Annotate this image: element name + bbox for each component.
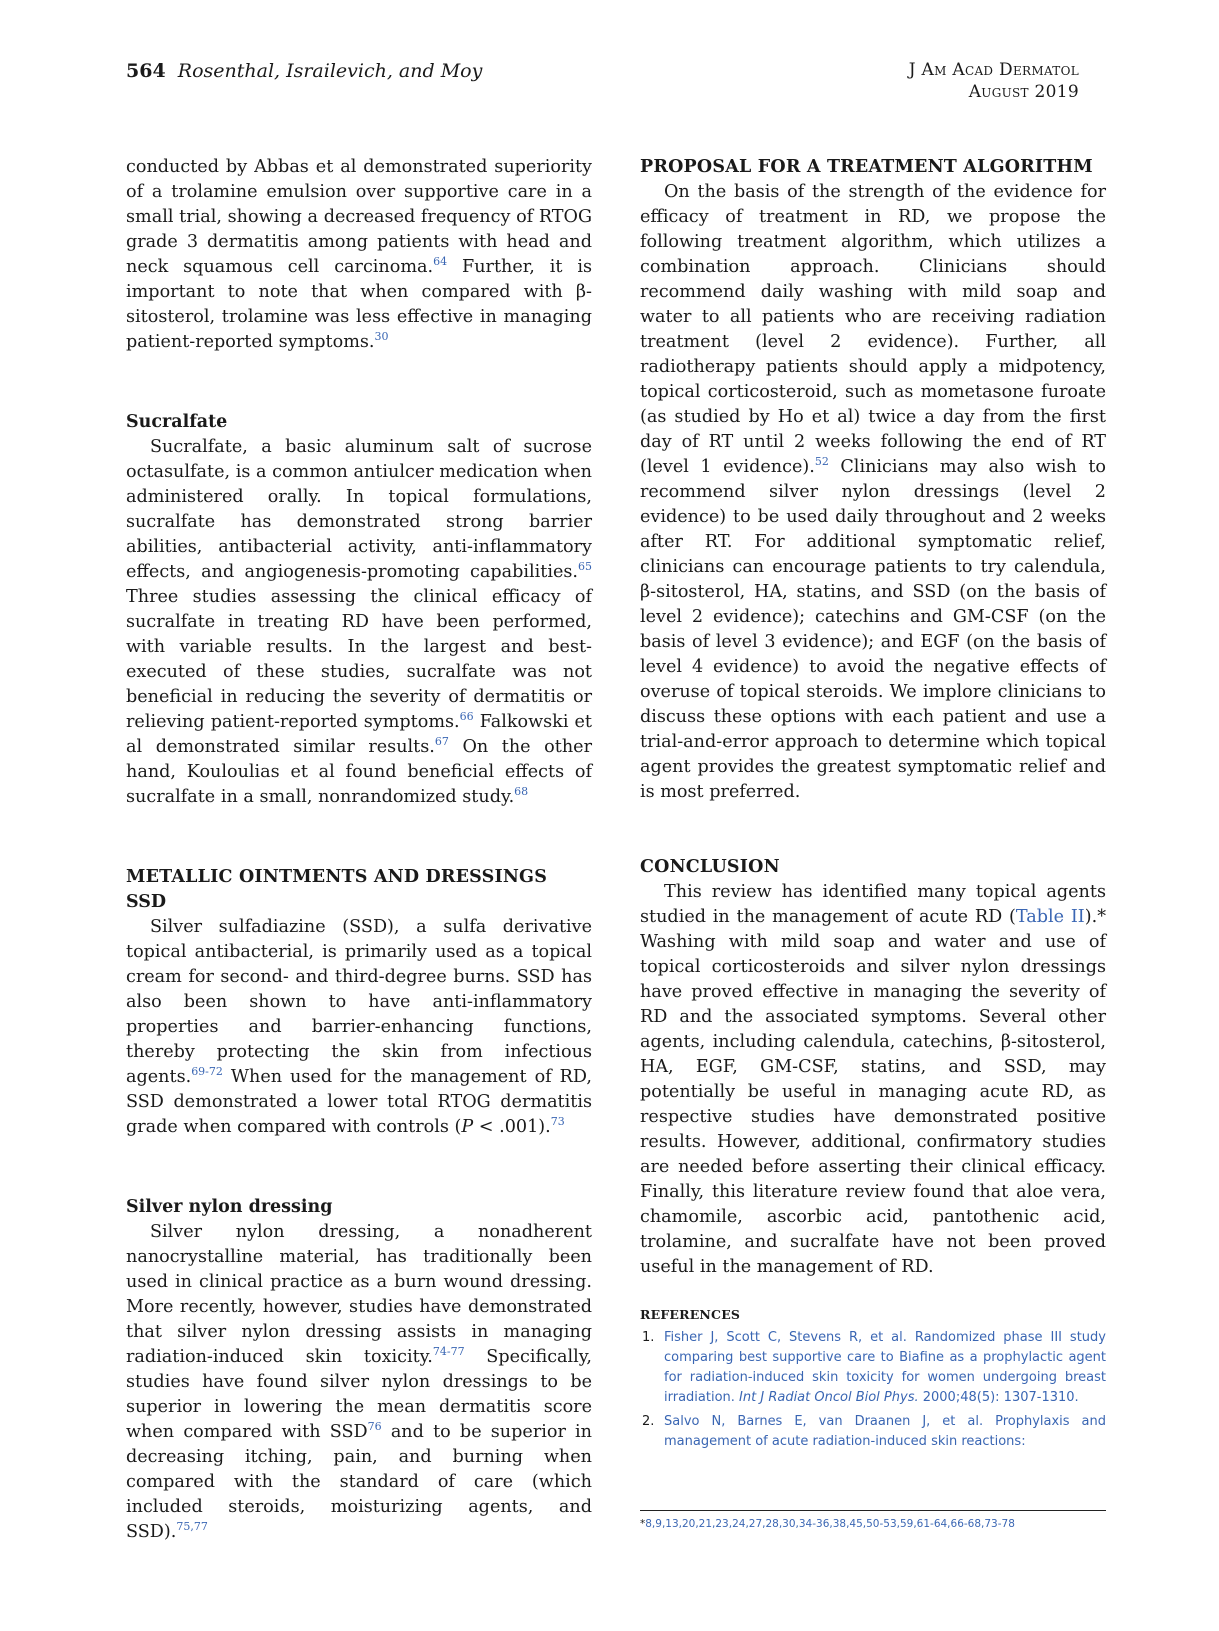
reference-item[interactable]: 1. Fisher J, Scott C, Stevens R, et al. Randomized phase III study comparing best supportive care to Biafine as a prophylactic agent for radiation-induced skin toxicity for women undergoing breast irradiation. Int J Radiat Oncol Biol Phys. 2000;48(5): 1307-1310.	[642, 1330, 1106, 1405]
paragraph-trolamine: conducted by Abbas et al demonstrated superiority of a trolamine emulsion over supportive care in a small trial, showing a decreased frequency of RTOG grade 3 dermatitis among patients with head and neck squamous cell carcinoma.$^{64}$ Further, it is important to note that when compared with β-sitosterol, trolamine was less effective in managing patient-reported symptoms.$^{30}$	[126, 157, 592, 352]
section-heading-sucralfate: Sucralfate	[126, 412, 228, 432]
page-number: 564	[126, 60, 166, 82]
paragraph-ssd: Silver sulfadiazine (SSD), a sulfa derivative topical antibacterial, is primarily used as a topical cream for second- and third-degree burns. SSD has also been shown to have anti-inflammatory properties and barrier-enhancing functions, thereby protecting the skin from infectious agents.$^{69-72}$ When used for the management of RD, SSD demonstrated a lower total RTOG dermatitis grade when compared with controls (P < .001).$^{73}$	[126, 917, 592, 1137]
journal-name: J Am Acad Dermatol	[908, 60, 1079, 80]
citation-link[interactable]: 64	[433, 255, 448, 269]
citation-link[interactable]: 30	[374, 330, 389, 344]
running-header-left	[126, 60, 482, 82]
right-column	[640, 155, 1106, 1456]
paragraph-conclusion: This review has identified many topical agents studied in the management of acute RD (Table II).* Washing with mild soap and water and use of topical corticosteroids and silver nylon dressings have proved effective in managing the severity of RD and the associated symptoms. Several other agents, including calendula, catechins, β-sitosterol, HA, EGF, GM-CSF, statins, and SSD, may potentially be useful in managing acute RD, as respective studies have demonstrated positive results. However, additional, confirmatory studies are needed before asserting their clinical efficacy. Finally, this literature review found that aloe vera, chamomile, ascorbic acid, pantothenic acid, trolamine, and sucralfate have not been proved useful in the management of RD.	[640, 882, 1106, 1277]
citation-link[interactable]: 67	[434, 735, 449, 749]
citation-link[interactable]: 65	[578, 560, 592, 574]
reference-item[interactable]: 2. Salvo N, Barnes E, van Draanen J, et al. Prophylaxis and management of acute radiation-induced skin reactions:	[642, 1414, 1106, 1449]
reference-list	[640, 1328, 1106, 1452]
citation-link[interactable]: 75,77	[176, 1520, 208, 1534]
section-heading-silver-nylon: Silver nylon dressing	[126, 1197, 333, 1217]
paragraph-proposal: On the basis of the strength of the evidence for efficacy of treatment in RD, we propose the following treatment algorithm, which utilizes a combination approach. Clinicians should recommend daily washing with mild soap and water to all patients who are receiving radiation treatment (level 2 evidence). Further, all radiotherapy patients should apply a midpotency, topical corticosteroid, such as mometasone furoate (as studied by Ho et al) twice a day from the first day of RT until 2 weeks following the end of RT (level 1 evidence).$^{52}$ Clinicians may also wish to recommend silver nylon dressings (level 2 evidence) to be used daily throughout and 2 weeks after RT. For additional symptomatic relief, clinicians can encourage patients to try calendula, β-sitosterol, HA, statins, and SSD (on the basis of level 2 evidence); catechins and GM-CSF (on the basis of level 3 evidence); and EGF (on the basis of level 4 evidence) to avoid the negative effects of overuse of topical steroids. We implore clinicians to discuss these options with each patient and use a trial-and-error approach to determine which topical agent provides the greatest symptomatic relief and is most preferred.	[640, 182, 1106, 802]
section-heading-proposal: PROPOSAL FOR A TREATMENT ALGORITHM	[640, 157, 1093, 177]
citation-link[interactable]: 68	[514, 785, 529, 799]
citation-link[interactable]: 76	[367, 1420, 382, 1434]
citation-link[interactable]: 66	[459, 710, 474, 724]
left-column	[126, 155, 592, 1545]
footnote-divider	[640, 1510, 1106, 1511]
footnote-citations[interactable]: 8,9,13,20,21,23,24,27,28,30,34-36,38,45,50-53,59,61-64,66-68,73-78	[645, 1518, 1015, 1530]
section-heading-metallic: METALLIC OINTMENTS AND DRESSINGS	[126, 867, 548, 887]
paragraph-sucralfate: Sucralfate, a basic aluminum salt of sucrose octasulfate, is a common antiulcer medication when administered orally. In topical formulations, sucralfate has demonstrated strong barrier abilities, antibacterial activity, anti-inflammatory effects, and angiogenesis-promoting capabilities.$^{65}$ Three studies assessing the clinical efficacy of sucralfate in treating RD have been performed, with variable results. In the largest and best-executed of these studies, sucralfate was not beneficial in reducing the severity of dermatitis or relieving patient-reported symptoms.$^{66}$ Falkowski et al demonstrated similar results.$^{67}$ On the other hand, Kouloulias et al found beneficial effects of sucralfate in a small, nonrandomized study.$^{68}$	[126, 437, 592, 807]
running-authors: Rosenthal, Israilevich, and Moy	[177, 60, 483, 82]
footnote: *8,9,13,20,21,23,24,27,28,30,34-36,38,45,50-53,59,61-64,66-68,73-78	[640, 1518, 1015, 1530]
citation-link[interactable]: 74-77	[432, 1345, 465, 1359]
citation-link[interactable]: 69-72	[191, 1065, 223, 1079]
references-heading: REFERENCES	[640, 1307, 741, 1322]
citation-link[interactable]: 52	[814, 455, 829, 469]
running-header-right	[909, 60, 1079, 104]
section-heading-conclusion: CONCLUSION	[640, 857, 780, 877]
citation-link[interactable]: 73	[550, 1115, 565, 1129]
table-link[interactable]: Table II	[1015, 907, 1085, 927]
paragraph-silver-nylon: Silver nylon dressing, a nonadherent nanocrystalline material, has traditionally been used in clinical practice as a burn wound dressing. More recently, however, studies have demonstrated that silver nylon dressing assists in managing radiation-induced skin toxicity.$^{74-77}$ Specifically, studies have found silver nylon dressings to be superior in lowering the mean dermatitis score when compared with SSD$^{76}$ and to be superior in decreasing itching, pain, and burning when compared with the standard of care (which included steroids, moisturizing agents, and SSD).$^{75,77}$	[126, 1222, 592, 1542]
issue-date: August 2019	[968, 81, 1079, 102]
subsection-heading-ssd: SSD	[126, 892, 167, 912]
